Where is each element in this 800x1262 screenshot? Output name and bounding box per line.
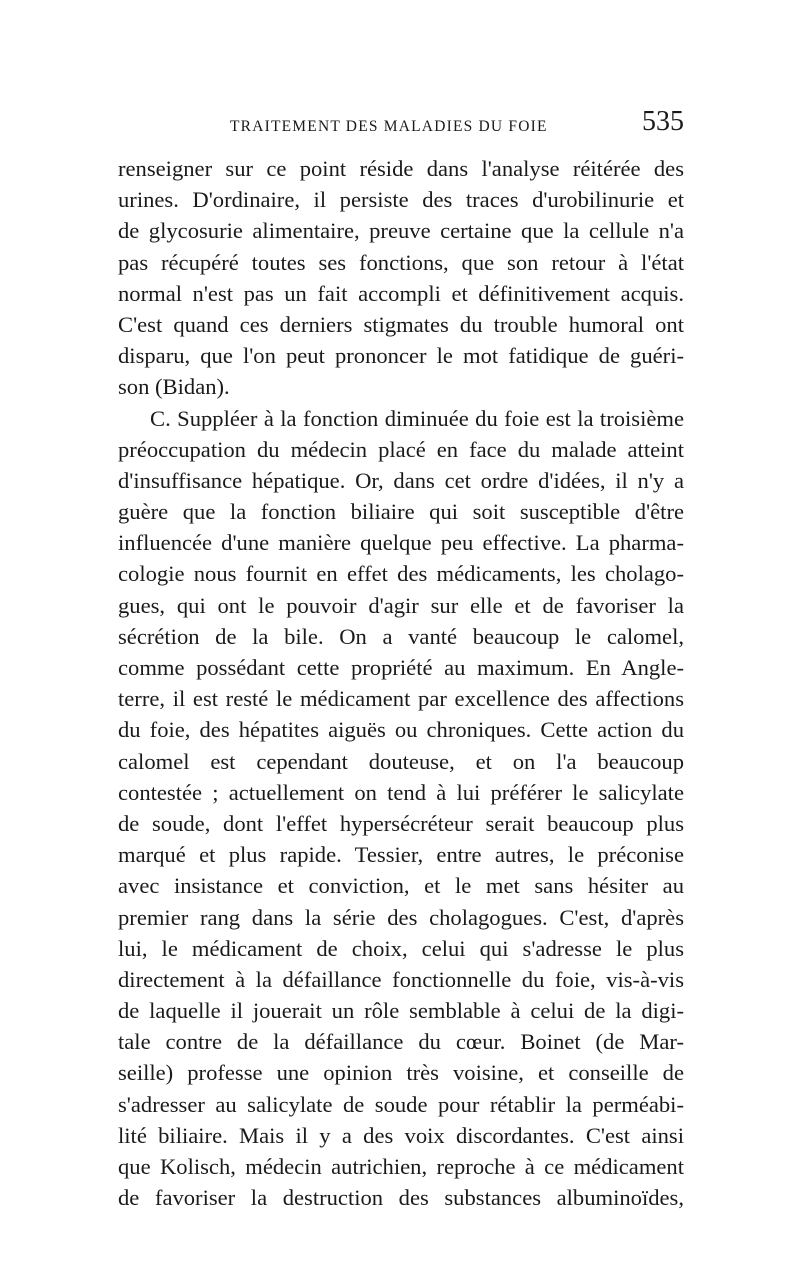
text-line: du foie, des hépatites aiguës ou chroniques. Cette action du xyxy=(118,717,684,743)
text-line: sécrétion de la bile. On a vanté beaucoup le calomel, xyxy=(118,623,684,649)
text-line: renseigner sur ce point réside dans l'analyse réitérée des xyxy=(118,156,684,181)
text-line: lui, le médicament de choix, celui qui s'adresse le plus xyxy=(118,935,684,961)
text-line: gues, qui ont le pouvoir d'agir sur elle et de favoriser la xyxy=(118,592,684,618)
body-text xyxy=(118,153,684,1213)
running-title: TRAITEMENT DES MALADIES DU FOIE xyxy=(230,118,548,135)
text-line: calomel est cependant douteuse, et on l'a beaucoup xyxy=(118,748,684,774)
text-line: s'adresser au salicylate de soude pour rétablir la perméabi- xyxy=(118,1091,684,1117)
text-line-paragraph-start: C. Suppléer à la fonction diminuée du foie est la troisième xyxy=(150,405,684,431)
text-line: normal n'est pas un fait accompli et définitivement acquis. xyxy=(118,280,684,306)
text-line: comme possédant cette propriété au maximum. En Angle- xyxy=(118,655,684,680)
text-line: premier rang dans la série des cholagogues. C'est, d'après xyxy=(118,904,684,930)
text-line: lité biliaire. Mais il y a des voix discordantes. C'est ainsi xyxy=(118,1122,684,1148)
text-line: C'est quand ces derniers stigmates du trouble humoral ont xyxy=(118,311,684,337)
text-line: directement à la défaillance fonctionnelle du foie, vis-à-vis xyxy=(118,966,684,992)
text-line: seille) professe une opinion très voisine, et conseille de xyxy=(118,1060,684,1086)
page-number: 535 xyxy=(642,106,684,137)
text-line: que Kolisch, médecin autrichien, reproche à ce médicament xyxy=(118,1154,684,1179)
text-line: préoccupation du médecin placé en face du malade atteint xyxy=(118,436,684,462)
text-line: disparu, que l'on peut prononcer le mot fatidique de guéri- xyxy=(118,343,684,369)
text-line: d'insuffisance hépatique. Or, dans cet ordre d'idées, il n'y a xyxy=(118,467,684,493)
text-line: tale contre de la défaillance du cœur. Boinet (de Mar- xyxy=(118,1029,684,1055)
text-line: son (Bidan). xyxy=(118,374,230,400)
text-line: marqué et plus rapide. Tessier, entre autres, le préconise xyxy=(118,842,684,868)
text-line: de soude, dont l'effet hypersécréteur serait beaucoup plus xyxy=(118,810,684,836)
running-head xyxy=(118,106,684,146)
text-line: de laquelle il jouerait un rôle semblable à celui de la digi- xyxy=(118,998,684,1024)
text-line: influencée d'une manière quelque peu effective. La pharma- xyxy=(118,530,684,556)
text-line: terre, il est resté le médicament par excellence des affections xyxy=(118,686,684,712)
text-line: de favoriser la destruction des substances albuminoïdes, xyxy=(118,1185,684,1211)
text-line: urines. D'ordinaire, il persiste des traces d'urobilinurie et xyxy=(118,187,684,213)
text-line: guère que la fonction biliaire qui soit susceptible d'être xyxy=(118,499,684,525)
text-line: contestée ; actuellement on tend à lui préférer le salicylate xyxy=(118,779,684,805)
text-line: avec insistance et conviction, et le met sans hésiter au xyxy=(118,873,684,899)
text-line: cologie nous fournit en effet des médicaments, les cholago- xyxy=(118,561,684,587)
text-line: pas récupéré toutes ses fonctions, que son retour à l'état xyxy=(118,249,684,275)
text-line: de glycosurie alimentaire, preuve certaine que la cellule n'a xyxy=(118,218,684,244)
